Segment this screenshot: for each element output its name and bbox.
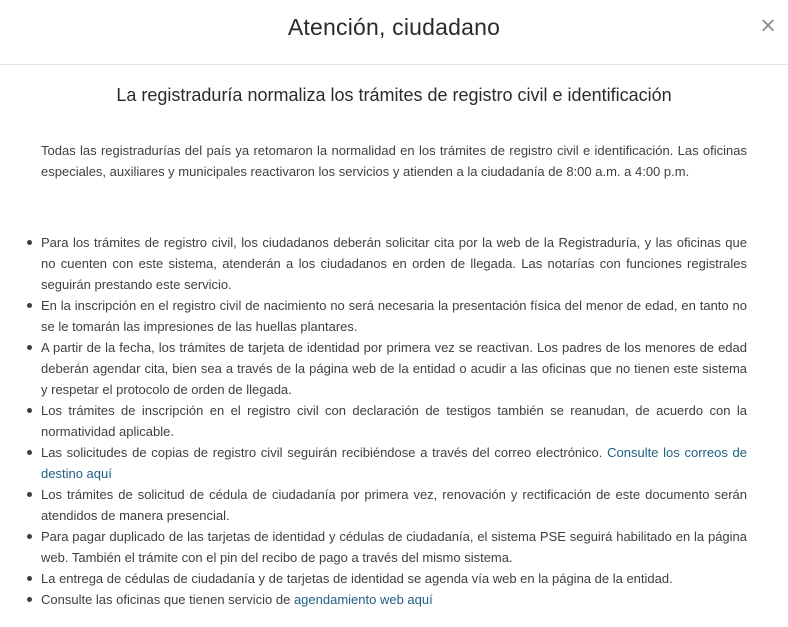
list-item — [41, 400, 747, 442]
list-item — [41, 295, 747, 337]
list-item-text: La entrega de cédulas de ciudadanía y de tarjetas de identidad se agenda vía web en la página de la entidad. — [41, 571, 673, 586]
list-item-text: A partir de la fecha, los trámites de tarjeta de identidad por primera vez se reactivan. Los padres de los menores de edad deberán agendar cita, bien sea a través de la página web de la entidad o acudir a las oficinas que no tienen este sistema y respetar el protocolo de orden de llegada. — [41, 340, 747, 397]
intro-paragraph: Todas las registradurías del país ya retomaron la normalidad en los trámites de registro civil e identificación. Las oficinas especiales, auxiliares y municipales reactivaron los servicios y atienden a la ciudadanía de 8:00 a.m. a 4:00 p.m. — [41, 143, 747, 179]
list-item — [41, 568, 747, 589]
modal-header — [0, 0, 788, 65]
modal-title: Atención, ciudadano — [287, 14, 501, 40]
list-item — [41, 337, 747, 400]
list-item-text: En la inscripción en el registro civil de nacimiento no será necesaria la presentación física del menor de edad, en tanto no se le tomarán las impresiones de las huellas plantares. — [41, 298, 747, 334]
list-item-text: Para los trámites de registro civil, los ciudadanos deberán solicitar cita por la web de la Registraduría, y las oficinas que no cuenten con este sistema, atenderán a los ciudadanos en orden de llegada. Las notarías con funciones registrales seguirán prestando este servicio. — [41, 235, 747, 292]
list-item — [41, 484, 747, 526]
list-item — [41, 589, 747, 610]
list-item-text: Para pagar duplicado de las tarjetas de identidad y cédulas de ciudadanía, el sistema PSE seguirá habilitado en la página web. También el trámite con el pin del recibo de pago a través del mismo sistema. — [41, 529, 747, 565]
list-item-text: Los trámites de inscripción en el registro civil con declaración de testigos también se reanudan, de acuerdo con la normatividad aplicable. — [41, 403, 747, 439]
web-scheduling-link[interactable]: agendamiento web aquí — [293, 592, 433, 607]
modal-body — [0, 65, 788, 627]
list-item-text: Consulte las oficinas que tienen servicio de — [41, 592, 294, 607]
list-item — [41, 526, 747, 568]
email-destinations-link[interactable]: Consulte los correos de destino aquí — [41, 445, 747, 481]
bullet-list — [41, 232, 747, 610]
list-item — [41, 442, 747, 484]
close-button[interactable]: × — [759, 13, 777, 37]
list-item-text: Los trámites de solicitud de cédula de ciudadanía por primera vez, renovación y rectificación de este documento serán atendidos de manera presencial. — [41, 487, 747, 523]
article-title: La registraduría normaliza los trámites de registro civil e identificación — [116, 85, 672, 105]
list-item — [41, 232, 747, 295]
list-item-text: Las solicitudes de copias de registro civil seguirán recibiéndose a través del correo electrónico. — [41, 445, 608, 460]
